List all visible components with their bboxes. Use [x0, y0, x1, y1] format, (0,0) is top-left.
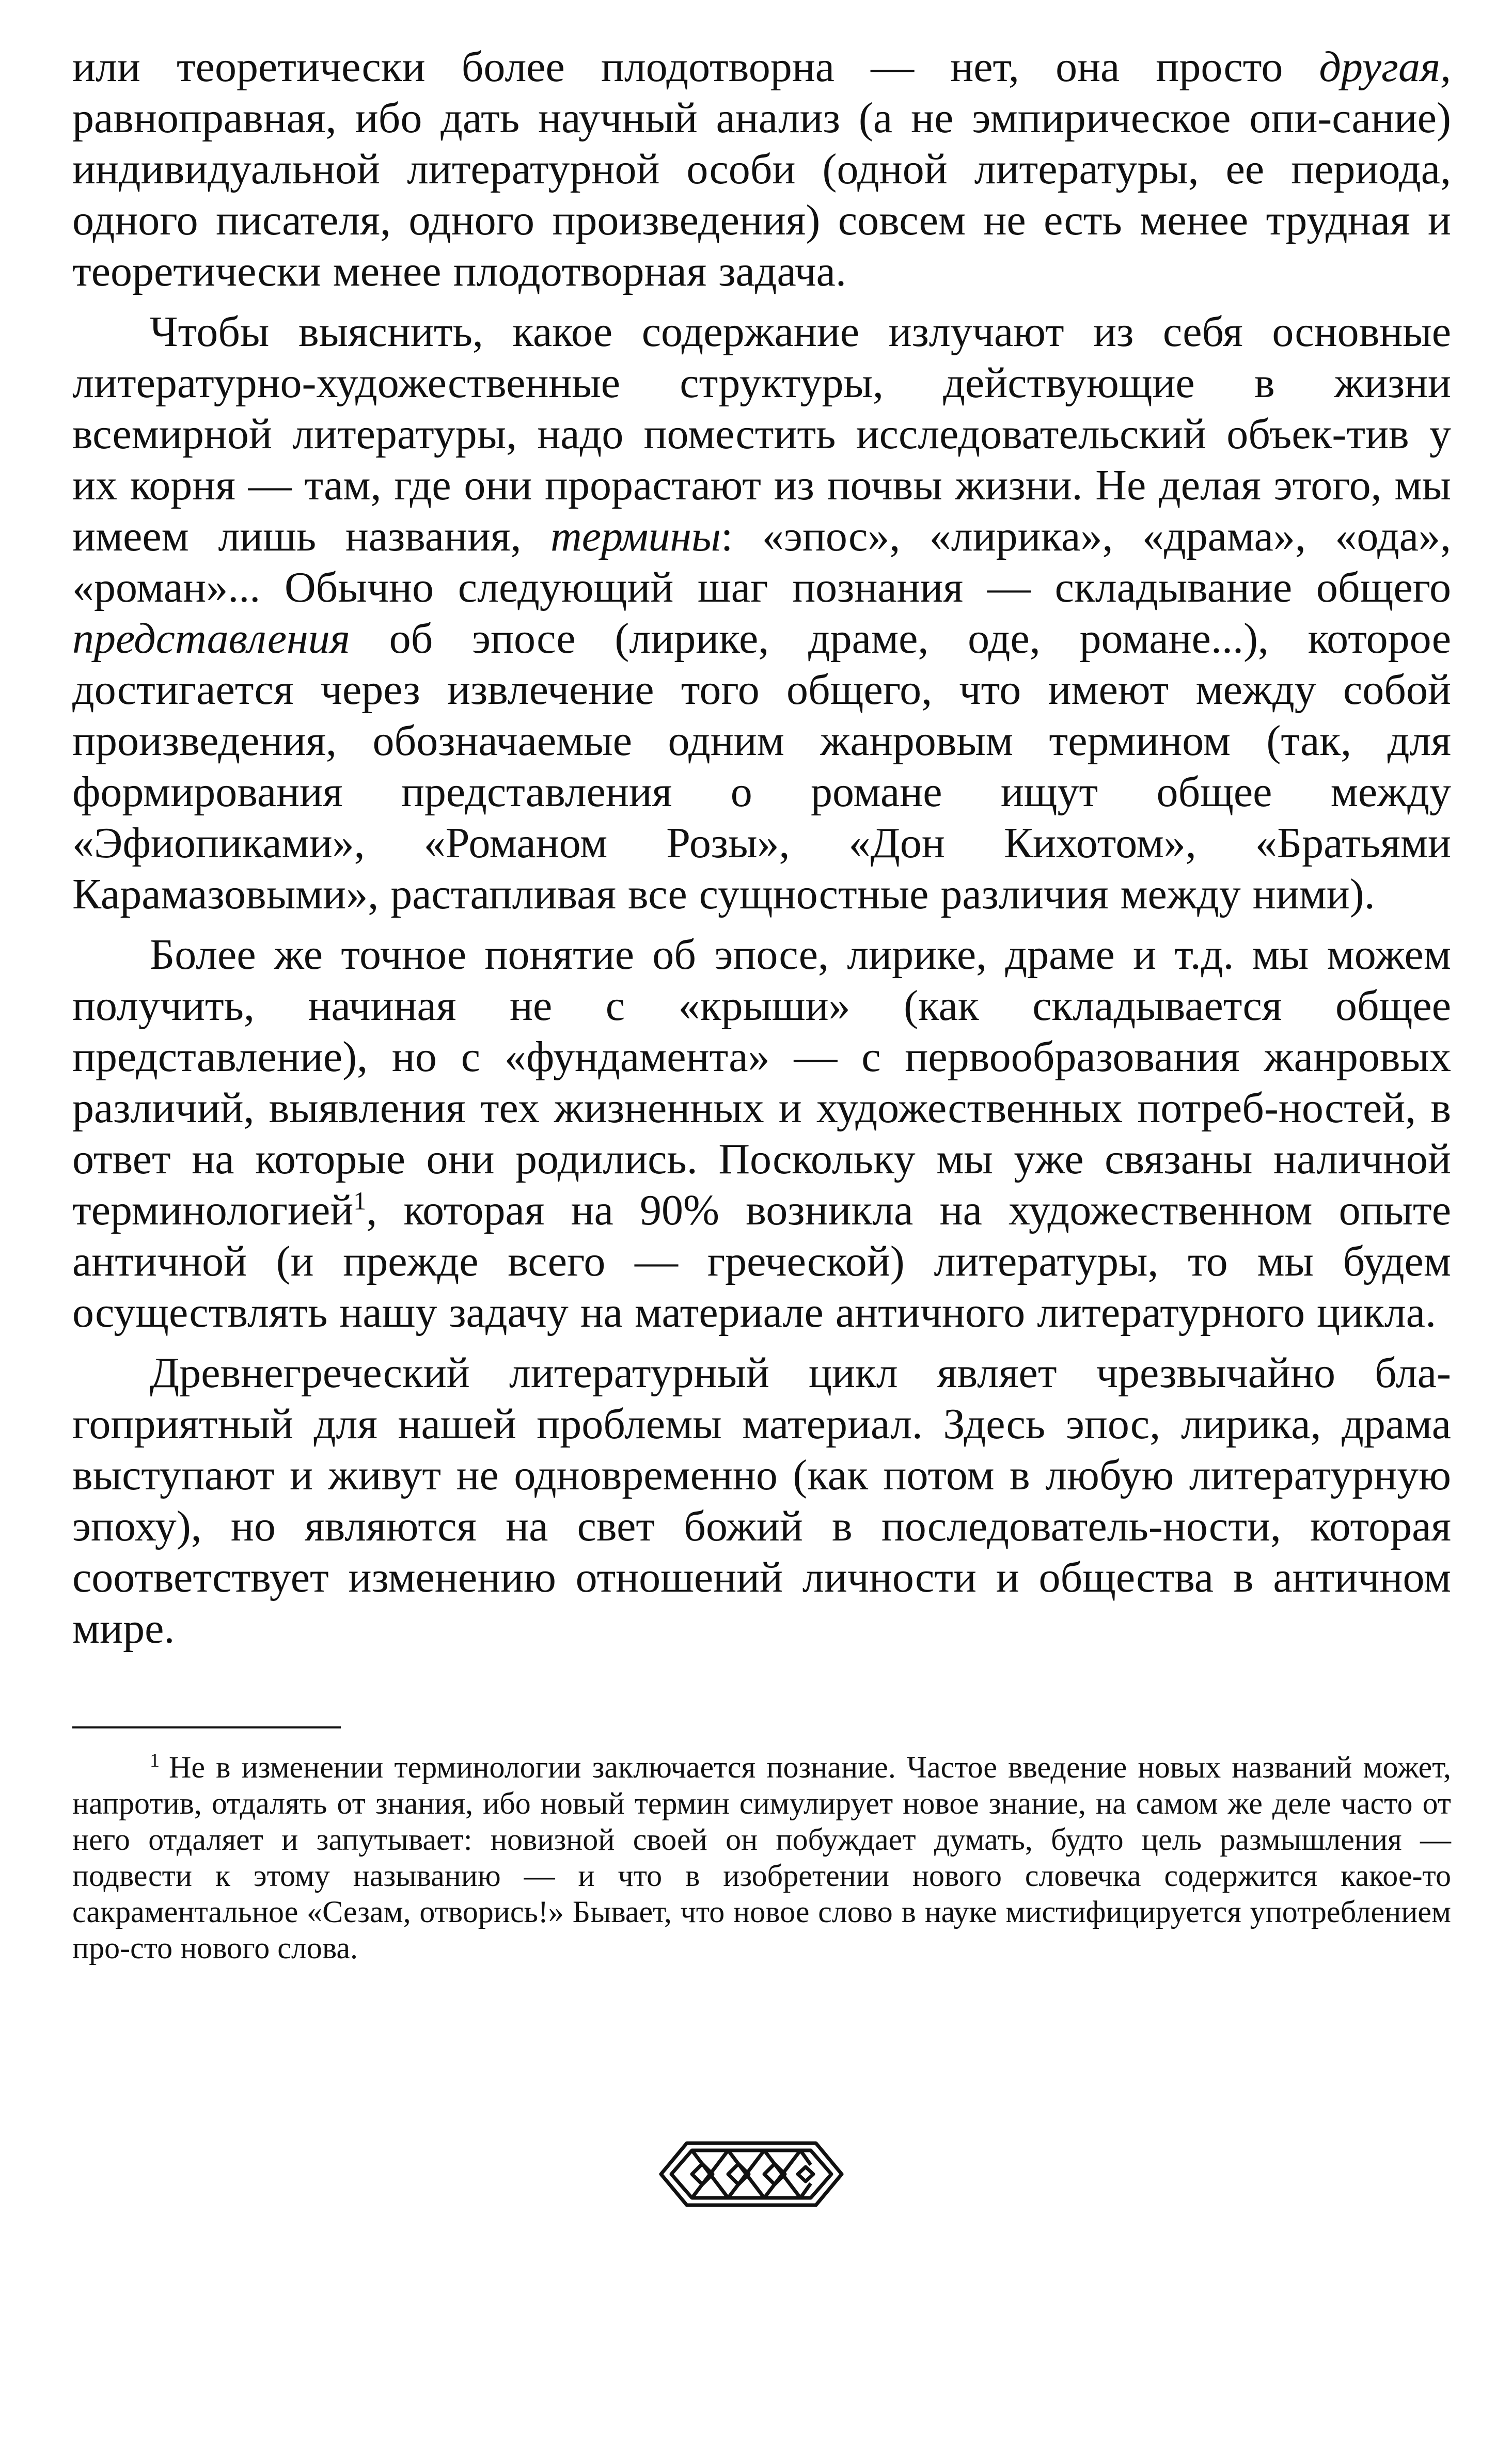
text-segment: равноправная, ибо дать научный анализ (а не эмпирическое опи-сание) индивидуальной литературной особи (одной литературы, ее периода, одного писателя, одного произведения) совсем не есть менее трудная и теоретически менее плодотворная задача. [72, 94, 1451, 295]
celtic-knot-ornament-icon [651, 2133, 852, 2215]
text-segment: , которая на 90% возникла на художественном опыте античной (и прежде всего — греческой) литературы, то мы будем осуществлять нашу задачу на материале античного литературного цикла. [72, 1186, 1451, 1336]
footnote [72, 1749, 1451, 1966]
footnote-divider [72, 1726, 341, 1728]
paragraph [72, 306, 1451, 920]
text-segment: Древнегреческий литературный цикл являет чрезвычайно бла-гоприятный для нашей проблемы материал. Здесь эпос, лирика, драма выступают и живут не одновременно (как потом в любую литературную эпоху), но являются на свет божий в последователь-ности, которая соответствует изменению отношений личности и общества в античном мире. [72, 1349, 1451, 1653]
text-segment: Чтобы выяснить, какое содержание излучают из себя основные литературно-художественные структуры, действующие в жизни всемирной литературы, надо поместить исследовательский объек-тив у их корня — там, где они прорастают из почвы жизни. Не делая этого, мы имеем лишь названия, [72, 308, 1451, 560]
italic-term: другая, [1319, 43, 1451, 91]
paragraph [72, 1347, 1451, 1654]
text-segment: или теоретически более плодотворна — нет, она просто [72, 43, 1319, 91]
text-segment: Более же точное понятие об эпосе, лирике, драме и т.д. мы можем получить, начиная не с «крыши» (как складывается общее представление), но с «фундамента» — с первообразования жанровых различий, выявления тех жизненных и художественных потреб-ностей, в ответ на которые они родились. Поскольку мы уже связаны наличной терминологией [72, 931, 1451, 1234]
italic-term: представления [72, 615, 350, 663]
italic-term: термины [550, 512, 721, 560]
paragraph [72, 929, 1451, 1338]
footnote-text: Не в изменении терминологии заключается познание. Частое введение новых названий может, напротив, отдалять от знания, ибо новый термин симулирует новое знание, на самом же деле часто от него отдаляет и запутывает: новизной своей он побуждает думать, будто цель размышления — подвести к этому называнию — и что в изобретении нового словечка содержится какое-то сакраментальное «Сезам, отворись!» Бывает, что новое слово в науке мистифицируется употреблением про-сто нового слова. [72, 1750, 1451, 1965]
document-page [72, 41, 1451, 1966]
text-segment: : «эпос», «лирика», «драма», «ода», «роман»... Обычно следующий шаг познания — складывание общего [72, 512, 1452, 611]
text-segment: об эпосе (лирике, драме, оде, романе...), которое достигается через извлечение того общего, что имеют между собой произведения, обозначаемые одним жанровым термином (так, для формирования представления о романе ищут общее между «Эфиопиками», «Романом Розы», «Дон Кихотом», «Братьями Карамазовыми», растапливая все сущностные различия между ними). [72, 615, 1451, 918]
footnote-number: 1 [150, 1750, 160, 1771]
footnote-reference: 1 [353, 1186, 367, 1215]
body-text [72, 41, 1451, 1654]
paragraph [72, 41, 1451, 297]
